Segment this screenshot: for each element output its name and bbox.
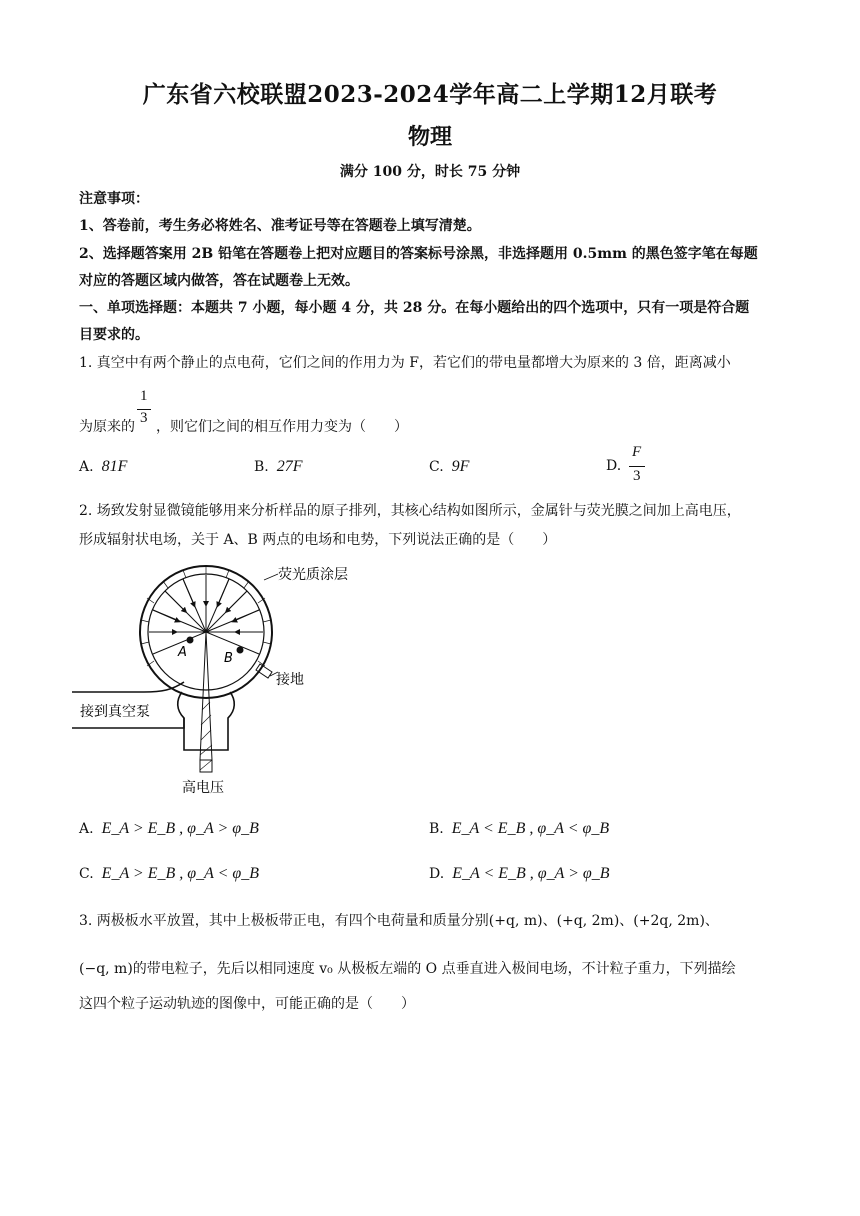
- q1-option-c[interactable]: [429, 458, 469, 476]
- question-3-line-3: 这四个粒子运动轨迹的图像中，可能正确的是（ ）: [79, 996, 415, 1012]
- option-label: B.: [429, 821, 444, 837]
- option-value: E_A > E_B , φ_A > φ_B: [101, 820, 259, 837]
- notice-item-2-line-1: 2、选择题答案用 2B 铅笔在答题卷上把对应题目的答案标号涂黑，非选择题用 0.5mm 的黑色签字笔在每题: [79, 246, 758, 262]
- option-value: E_A > E_B , φ_A < φ_B: [101, 865, 260, 882]
- question-1-line-2-post: ，则它们之间的相互作用力变为（ ）: [156, 419, 408, 435]
- q1-fraction-numerator: 1: [140, 388, 148, 404]
- question-1-line-2-pre: 为原来的: [79, 419, 135, 435]
- point-b-label: B: [224, 651, 233, 666]
- option-label: C.: [79, 866, 94, 882]
- vacuum-pump-label: 接到真空泵: [80, 704, 150, 720]
- section-heading-line-1: 一、单项选择题：本题共 7 小题，每小题 4 分，共 28 分。在每小题给出的四个选项中，只有一项是符合题: [79, 300, 750, 316]
- option-value: E_A < E_B , φ_A > φ_B: [452, 865, 610, 882]
- option-value: 9F: [451, 458, 470, 475]
- point-a-marker: [187, 637, 194, 644]
- q1-option-d-denominator: 3: [633, 468, 641, 484]
- option-label: B.: [254, 459, 269, 475]
- field-emission-microscope-figure: [72, 560, 348, 800]
- metal-needle: [200, 632, 212, 760]
- point-a-label: A: [178, 645, 187, 660]
- q1-fraction-denominator: 3: [140, 410, 148, 426]
- coating-label: 荧光质涂层: [278, 567, 348, 583]
- q2-option-b[interactable]: [429, 820, 609, 838]
- notice-heading: 注意事项：: [79, 191, 149, 207]
- subject-title: 物理: [407, 124, 452, 150]
- question-3-line-1: 3. 两极板水平放置，其中上极板带正电，有四个电荷量和质量分别(+q, m)、(+q, 2m)、(+2q, 2m)、: [79, 913, 719, 929]
- point-b-marker: [237, 647, 244, 654]
- exam-meta: 满分 100 分，时长 75 分钟: [339, 164, 521, 180]
- page-title: 广东省六校联盟2023-2024学年高二上学期12月联考: [142, 81, 718, 108]
- question-2-line-2: 形成辐射状电场，关于 A、B 两点的电场和电势，下列说法正确的是（ ）: [79, 532, 557, 548]
- notice-item-2-line-2: 对应的答题区域内做答，答在试题卷上无效。: [79, 273, 359, 289]
- high-voltage-label: 高电压: [182, 780, 224, 796]
- ground-connector: [256, 664, 272, 678]
- option-label: D.: [606, 458, 622, 474]
- vacuum-pipe-top: [72, 682, 184, 692]
- question-2-line-1: 2. 场致发射显微镜能够用来分析样品的原子排列，其核心结构如图所示，金属针与荧光膜之间加上高电压，: [79, 503, 741, 519]
- q2-option-c[interactable]: [79, 865, 259, 883]
- question-3-line-2: (−q, m)的带电粒子，先后以相同速度 v₀ 从极板左端的 O 点垂直进入极间电场，不计粒子重力，下列描绘: [79, 961, 736, 977]
- q1-option-b[interactable]: [254, 458, 303, 476]
- option-label: C.: [429, 459, 444, 475]
- question-1-line-1: 1. 真空中有两个静止的点电荷，它们之间的作用力为 F，若它们的带电量都增大为原来的 3 倍，距离减小: [79, 355, 731, 371]
- option-value: 81F: [101, 458, 128, 475]
- coating-leader: [264, 574, 278, 580]
- q1-option-d-numerator: F: [632, 444, 642, 460]
- option-label: A.: [79, 459, 94, 475]
- q2-option-a[interactable]: [79, 820, 259, 838]
- notice-item-1: 1、答卷前，考生务必将姓名、准考证号等在答题卷上填写清楚。: [79, 218, 481, 234]
- q1-option-d[interactable]: [606, 458, 629, 474]
- q2-option-d[interactable]: [429, 865, 610, 883]
- option-value: E_A < E_B , φ_A < φ_B: [451, 820, 610, 837]
- q1-option-a[interactable]: [79, 458, 127, 476]
- option-label: A.: [79, 821, 94, 837]
- bulb-neck: [178, 692, 235, 750]
- ground-label: 接地: [276, 672, 304, 688]
- option-label: D.: [429, 866, 445, 882]
- option-value: 27F: [276, 458, 303, 475]
- section-heading-line-2: 目要求的。: [79, 327, 149, 343]
- q1-option-d-fraction-bar: [629, 466, 645, 467]
